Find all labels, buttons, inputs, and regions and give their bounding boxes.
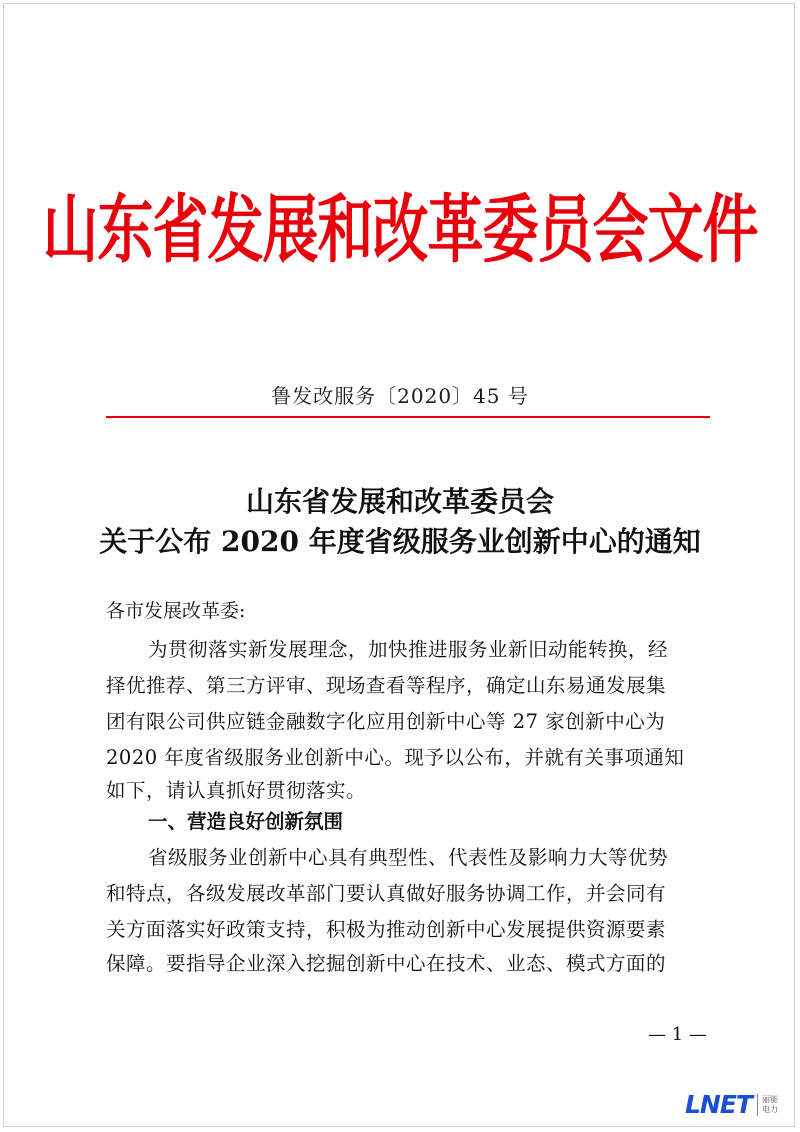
document-number: 鲁发改服务〔2020〕45 号 [271,384,529,408]
logo-chinese [762,1095,778,1115]
section-heading-1: 一、营造良好创新氛围 [148,810,344,833]
logo-divider [757,1094,758,1116]
logo-cn-top: 丽能 [761,1094,778,1104]
body-line: 为贯彻落实新发展理念，加快推进服务业新旧动能转换，经 [148,638,669,661]
body-line: 关方面落实好政策支持，积极为推动创新中心发展提供资源要素 [106,918,667,941]
body-line: 团有限公司供应链金融数字化应用创新中心等 27 家创新中心为 [106,710,666,733]
company-logo [685,1090,778,1119]
salutation: 各市发展改革委: [106,600,246,622]
body-line: 和特点，各级发展改革部门要认真做好服务协调工作，并会同有 [106,882,667,905]
body-line: 择优推荐、第三方评审、现场查看等程序，确定山东易通发展集 [106,674,667,697]
body-line: 省级服务业创新中心具有典型性、代表性及影响力大等优势 [148,846,669,869]
body-line: 2020 年度省级服务业创新中心。现予以公布，并就有关事项通知 [106,746,685,769]
document-masthead: 山东省发展和改革委员会文件 [42,187,758,274]
red-divider-line [106,416,710,418]
title-line-2: 关于公布 2020 年度省级服务业创新中心的通知 [99,525,701,558]
body-line: 保障。要指导企业深入挖掘创新中心在技术、业态、模式方面的 [106,952,667,975]
logo-wordmark: LNET [685,1090,752,1119]
logo-cn-bottom: 电力 [761,1104,778,1114]
body-line: 如下，请认真抓好贯彻落实。 [106,779,367,802]
title-line-1: 山东省发展和改革委员会 [245,485,554,518]
page-number: — 1 — [648,1024,707,1045]
